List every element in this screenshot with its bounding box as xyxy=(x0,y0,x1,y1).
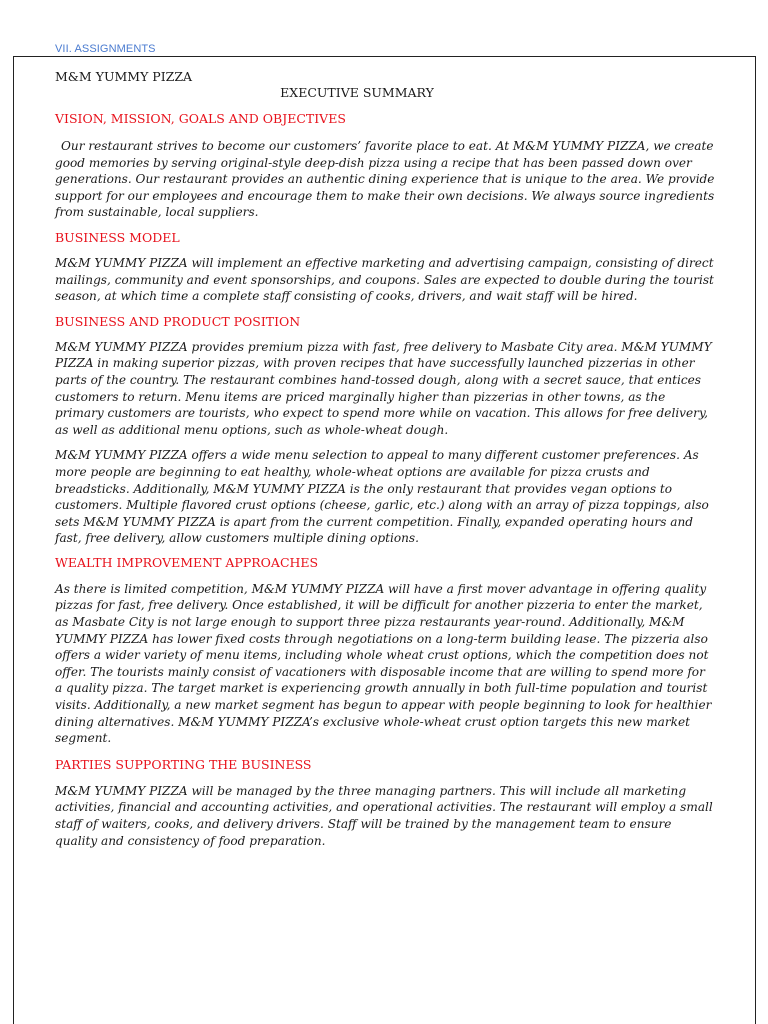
section-paragraph-vision: Our restaurant strives to become our customers’ favorite place to eat. At M&M YUMMY PIZZA, we create good memories by serving original-style deep-dish pizza using a recipe that has been passed down over generations. Our restaurant provides an authentic dining experience that is unique to the area. We provide support for our employees and encourage them to make their own decisions. We always source ingredients from sustainable, local suppliers. xyxy=(55,139,715,220)
section-heading-business-model: BUSINESS MODEL xyxy=(55,229,180,245)
section-paragraph-wealth-improvement: As there is limited competition, M&M YUMMY PIZZA will have a first mover advantage in offering quality pizzas for fast, free delivery. Once established, it will be difficult for another pizzeria to enter the market, as Masbate City is not large enough to support three pizza restaurants year-round. Additionally, M&M YUMMY PIZZA has lower fixed costs through negotiations on a long-term building lease. The pizzeria also offers a wider variety of menu items, including whole wheat crust options, which the competition does not offer. The tourists mainly consist of vacationers with disposable income that are willing to spend more for a quality pizza. The target market is experiencing growth annually in both full-time population and tourist visits. Additionally, a new market segment has begun to appear with people beginning to look for healthier dining alternatives. M&M YUMMY PIZZA’s exclusive whole-wheat crust option targets this new market segment. xyxy=(55,581,712,746)
section-paragraph-business-model: M&M YUMMY PIZZA will implement an effective marketing and advertising campaign, consisting of direct mailings, community and event sponsorships, and coupons. Sales are expected to double during the tourist season, at which time a complete staff consisting of cooks, drivers, and wait staff will be hired. xyxy=(55,255,714,304)
section-heading-wealth-improvement: WEALTH IMPROVEMENT APPROACHES xyxy=(55,554,319,570)
document-content xyxy=(55,69,715,849)
business-name: M&M YUMMY PIZZA xyxy=(55,69,193,84)
section-paragraph-supporting-parties: M&M YUMMY PIZZA will be managed by the three managing partners. This will include all marketing activities, financial and accounting activities, and operational activities. The restaurant will employ a small staff of waiters, cooks, and delivery drivers. Staff will be trained by the management team to ensure quality and consistency of food preparation. xyxy=(55,783,713,848)
section-paragraph-product-position-1: M&M YUMMY PIZZA provides premium pizza with fast, free delivery to Masbate City area. M&M YUMMY PIZZA in making superior pizzas, with proven recipes that have successfully launched pizzerias in other parts of the country. The restaurant combines hand-tossed dough, along with a secret sauce, that entices customers to return. Menu items are priced marginally higher than pizzerias in other towns, as the primary customers are tourists, who expect to spend more while on vacation. This allows for free delivery, as well as additional menu options, such as whole-wheat dough. xyxy=(55,339,712,437)
section-heading-supporting-parties: PARTIES SUPPORTING THE BUSINESS xyxy=(55,756,312,772)
section-heading-vision: VISION, MISSION, GOALS AND OBJECTIVES xyxy=(55,111,346,126)
section-paragraph-product-position-2: M&M YUMMY PIZZA offers a wide menu selection to appeal to many different customer preferences. As more people are beginning to eat healthy, whole-wheat options are available for pizza crusts and breadsticks. Additionally, M&M YUMMY PIZZA is the only restaurant that provides vegan options to customers. Multiple flavored crust options (cheese, garlic, etc.) along with an array of pizza toppings, also sets M&M YUMMY PIZZA is apart from the current competition. Finally, expanded operating hours and fast, free delivery, allow customers multiple dining options. xyxy=(55,448,709,546)
header-tag: VII. ASSIGNMENTS xyxy=(55,43,156,55)
section-heading-product-position: BUSINESS AND PRODUCT POSITION xyxy=(55,313,301,329)
document-title: EXECUTIVE SUMMARY xyxy=(280,85,434,100)
